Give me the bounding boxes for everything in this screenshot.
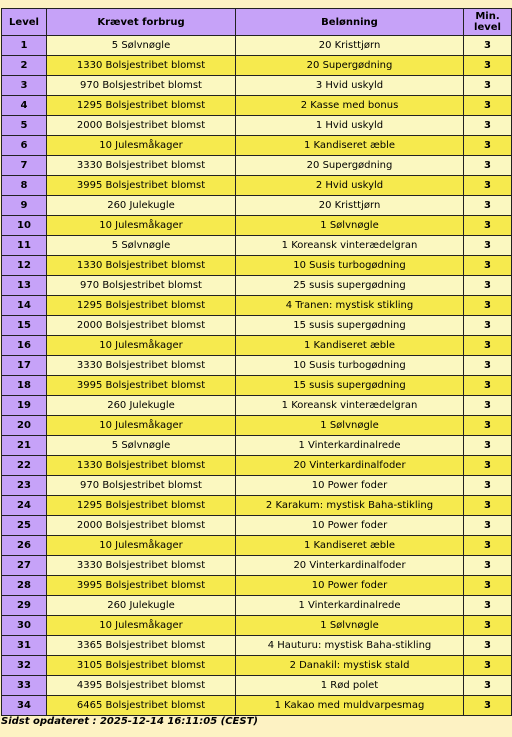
cell-min-level: 3 <box>464 696 512 716</box>
cell-required: 5 Sølvnøgle <box>47 36 236 56</box>
cell-min-level: 3 <box>464 496 512 516</box>
cell-required: 1295 Bolsjestribet blomst <box>47 296 236 316</box>
cell-level: 33 <box>2 676 47 696</box>
cell-level: 8 <box>2 176 47 196</box>
table-row <box>2 136 512 156</box>
cell-reward: 20 Supergødning <box>236 56 464 76</box>
header-min-level-line1: Min. <box>475 11 500 22</box>
cell-min-level: 3 <box>464 96 512 116</box>
cell-required: 1295 Bolsjestribet blomst <box>47 96 236 116</box>
cell-min-level: 3 <box>464 276 512 296</box>
table-row <box>2 176 512 196</box>
cell-reward: 1 Vinterkardinalrede <box>236 596 464 616</box>
table-row <box>2 496 512 516</box>
cell-reward: 1 Kandiseret æble <box>236 136 464 156</box>
cell-level: 14 <box>2 296 47 316</box>
cell-required: 2000 Bolsjestribet blomst <box>47 516 236 536</box>
cell-required: 3995 Bolsjestribet blomst <box>47 576 236 596</box>
cell-required: 2000 Bolsjestribet blomst <box>47 316 236 336</box>
cell-level: 2 <box>2 56 47 76</box>
table-row <box>2 616 512 636</box>
cell-reward: 10 Susis turbogødning <box>236 256 464 276</box>
rewards-table <box>1 8 512 716</box>
cell-required: 3330 Bolsjestribet blomst <box>47 556 236 576</box>
cell-level: 27 <box>2 556 47 576</box>
table-row <box>2 656 512 676</box>
cell-min-level: 3 <box>464 596 512 616</box>
cell-required: 10 Julesmåkager <box>47 416 236 436</box>
cell-reward: 10 Susis turbogødning <box>236 356 464 376</box>
cell-level: 16 <box>2 336 47 356</box>
table-row <box>2 156 512 176</box>
cell-required: 5 Sølvnøgle <box>47 236 236 256</box>
cell-reward: 1 Kandiseret æble <box>236 336 464 356</box>
cell-reward: 20 Vinterkardinalfoder <box>236 456 464 476</box>
table-row <box>2 596 512 616</box>
cell-min-level: 3 <box>464 556 512 576</box>
cell-level: 15 <box>2 316 47 336</box>
cell-level: 26 <box>2 536 47 556</box>
table-row <box>2 316 512 336</box>
cell-min-level: 3 <box>464 76 512 96</box>
cell-required: 970 Bolsjestribet blomst <box>47 276 236 296</box>
cell-level: 7 <box>2 156 47 176</box>
cell-required: 1330 Bolsjestribet blomst <box>47 256 236 276</box>
cell-required: 1330 Bolsjestribet blomst <box>47 456 236 476</box>
header-min-level-line2: level <box>474 22 501 33</box>
cell-required: 1330 Bolsjestribet blomst <box>47 56 236 76</box>
cell-required: 970 Bolsjestribet blomst <box>47 476 236 496</box>
cell-min-level: 3 <box>464 296 512 316</box>
table-row <box>2 416 512 436</box>
cell-level: 22 <box>2 456 47 476</box>
cell-required: 3995 Bolsjestribet blomst <box>47 176 236 196</box>
table-row <box>2 96 512 116</box>
cell-min-level: 3 <box>464 136 512 156</box>
cell-min-level: 3 <box>464 416 512 436</box>
table-row <box>2 276 512 296</box>
cell-reward: 10 Power foder <box>236 576 464 596</box>
table-row <box>2 376 512 396</box>
cell-reward: 2 Danakil: mystisk stald <box>236 656 464 676</box>
cell-reward: 1 Koreansk vinterædelgran <box>236 396 464 416</box>
cell-required: 3330 Bolsjestribet blomst <box>47 356 236 376</box>
cell-reward: 1 Sølvnøgle <box>236 616 464 636</box>
cell-required: 4395 Bolsjestribet blomst <box>47 676 236 696</box>
cell-reward: 20 Vinterkardinalfoder <box>236 556 464 576</box>
cell-min-level: 3 <box>464 456 512 476</box>
cell-min-level: 3 <box>464 176 512 196</box>
table-row <box>2 36 512 56</box>
cell-required: 3330 Bolsjestribet blomst <box>47 156 236 176</box>
table-row <box>2 116 512 136</box>
last-updated: Sidst opdateret : 2025-12-14 16:11:05 (CEST) <box>1 716 258 727</box>
cell-reward: 4 Tranen: mystisk stikling <box>236 296 464 316</box>
cell-level: 18 <box>2 376 47 396</box>
cell-min-level: 3 <box>464 56 512 76</box>
table-row <box>2 216 512 236</box>
cell-required: 2000 Bolsjestribet blomst <box>47 116 236 136</box>
table-body <box>2 36 512 716</box>
table-row <box>2 576 512 596</box>
cell-reward: 10 Power foder <box>236 516 464 536</box>
cell-min-level: 3 <box>464 216 512 236</box>
table-row <box>2 676 512 696</box>
table-row <box>2 76 512 96</box>
cell-required: 10 Julesmåkager <box>47 136 236 156</box>
cell-required: 970 Bolsjestribet blomst <box>47 76 236 96</box>
table-row <box>2 396 512 416</box>
cell-level: 1 <box>2 36 47 56</box>
cell-required: 3365 Bolsjestribet blomst <box>47 636 236 656</box>
table-row <box>2 636 512 656</box>
cell-min-level: 3 <box>464 676 512 696</box>
table-row <box>2 256 512 276</box>
header-level: Level <box>2 9 47 36</box>
cell-level: 30 <box>2 616 47 636</box>
cell-reward: 1 Rød polet <box>236 676 464 696</box>
cell-min-level: 3 <box>464 236 512 256</box>
cell-level: 11 <box>2 236 47 256</box>
cell-reward: 1 Kandiseret æble <box>236 536 464 556</box>
cell-required: 260 Julekugle <box>47 596 236 616</box>
cell-level: 24 <box>2 496 47 516</box>
cell-level: 25 <box>2 516 47 536</box>
cell-reward: 1 Vinterkardinalrede <box>236 436 464 456</box>
cell-level: 5 <box>2 116 47 136</box>
table-row <box>2 236 512 256</box>
cell-reward: 1 Kakao med muldvarpesmag <box>236 696 464 716</box>
cell-reward: 1 Koreansk vinterædelgran <box>236 236 464 256</box>
cell-level: 21 <box>2 436 47 456</box>
cell-reward: 25 susis supergødning <box>236 276 464 296</box>
table-row <box>2 336 512 356</box>
cell-min-level: 3 <box>464 656 512 676</box>
cell-required: 260 Julekugle <box>47 396 236 416</box>
cell-reward: 10 Power foder <box>236 476 464 496</box>
table-row <box>2 536 512 556</box>
cell-required: 10 Julesmåkager <box>47 216 236 236</box>
cell-level: 34 <box>2 696 47 716</box>
cell-required: 1295 Bolsjestribet blomst <box>47 496 236 516</box>
cell-reward: 20 Kristtjørn <box>236 36 464 56</box>
table-row <box>2 696 512 716</box>
cell-min-level: 3 <box>464 36 512 56</box>
cell-level: 31 <box>2 636 47 656</box>
cell-min-level: 3 <box>464 396 512 416</box>
cell-level: 20 <box>2 416 47 436</box>
cell-min-level: 3 <box>464 376 512 396</box>
cell-required: 260 Julekugle <box>47 196 236 216</box>
table-row <box>2 516 512 536</box>
cell-required: 3995 Bolsjestribet blomst <box>47 376 236 396</box>
cell-min-level: 3 <box>464 316 512 336</box>
cell-reward: 20 Kristtjørn <box>236 196 464 216</box>
table-row <box>2 356 512 376</box>
table-row <box>2 196 512 216</box>
cell-min-level: 3 <box>464 336 512 356</box>
table-row <box>2 56 512 76</box>
cell-reward: 4 Hauturu: mystisk Baha-stikling <box>236 636 464 656</box>
cell-required: 10 Julesmåkager <box>47 336 236 356</box>
cell-min-level: 3 <box>464 536 512 556</box>
table-header-row <box>2 9 512 36</box>
header-required: Krævet forbrug <box>47 9 236 36</box>
cell-level: 17 <box>2 356 47 376</box>
cell-level: 19 <box>2 396 47 416</box>
cell-min-level: 3 <box>464 116 512 136</box>
cell-level: 3 <box>2 76 47 96</box>
cell-min-level: 3 <box>464 576 512 596</box>
cell-level: 4 <box>2 96 47 116</box>
table-row <box>2 476 512 496</box>
cell-reward: 3 Hvid uskyld <box>236 76 464 96</box>
cell-min-level: 3 <box>464 196 512 216</box>
cell-min-level: 3 <box>464 436 512 456</box>
cell-level: 12 <box>2 256 47 276</box>
cell-reward: 15 susis supergødning <box>236 376 464 396</box>
cell-min-level: 3 <box>464 516 512 536</box>
cell-required: 5 Sølvnøgle <box>47 436 236 456</box>
header-min-level <box>464 9 512 36</box>
cell-reward: 2 Karakum: mystisk Baha-stikling <box>236 496 464 516</box>
cell-reward: 1 Hvid uskyld <box>236 116 464 136</box>
cell-level: 23 <box>2 476 47 496</box>
cell-required: 10 Julesmåkager <box>47 616 236 636</box>
cell-min-level: 3 <box>464 636 512 656</box>
cell-reward: 2 Kasse med bonus <box>236 96 464 116</box>
cell-reward: 1 Sølvnøgle <box>236 216 464 236</box>
cell-min-level: 3 <box>464 356 512 376</box>
cell-level: 9 <box>2 196 47 216</box>
cell-level: 6 <box>2 136 47 156</box>
cell-reward: 20 Supergødning <box>236 156 464 176</box>
table-row <box>2 556 512 576</box>
cell-level: 29 <box>2 596 47 616</box>
cell-min-level: 3 <box>464 616 512 636</box>
cell-min-level: 3 <box>464 256 512 276</box>
cell-min-level: 3 <box>464 156 512 176</box>
table-row <box>2 456 512 476</box>
table-row <box>2 296 512 316</box>
table-row <box>2 436 512 456</box>
cell-required: 10 Julesmåkager <box>47 536 236 556</box>
cell-required: 6465 Bolsjestribet blomst <box>47 696 236 716</box>
cell-reward: 1 Sølvnøgle <box>236 416 464 436</box>
cell-level: 28 <box>2 576 47 596</box>
cell-level: 32 <box>2 656 47 676</box>
header-reward: Belønning <box>236 9 464 36</box>
cell-level: 10 <box>2 216 47 236</box>
cell-level: 13 <box>2 276 47 296</box>
cell-required: 3105 Bolsjestribet blomst <box>47 656 236 676</box>
cell-reward: 15 susis supergødning <box>236 316 464 336</box>
cell-reward: 2 Hvid uskyld <box>236 176 464 196</box>
cell-min-level: 3 <box>464 476 512 496</box>
